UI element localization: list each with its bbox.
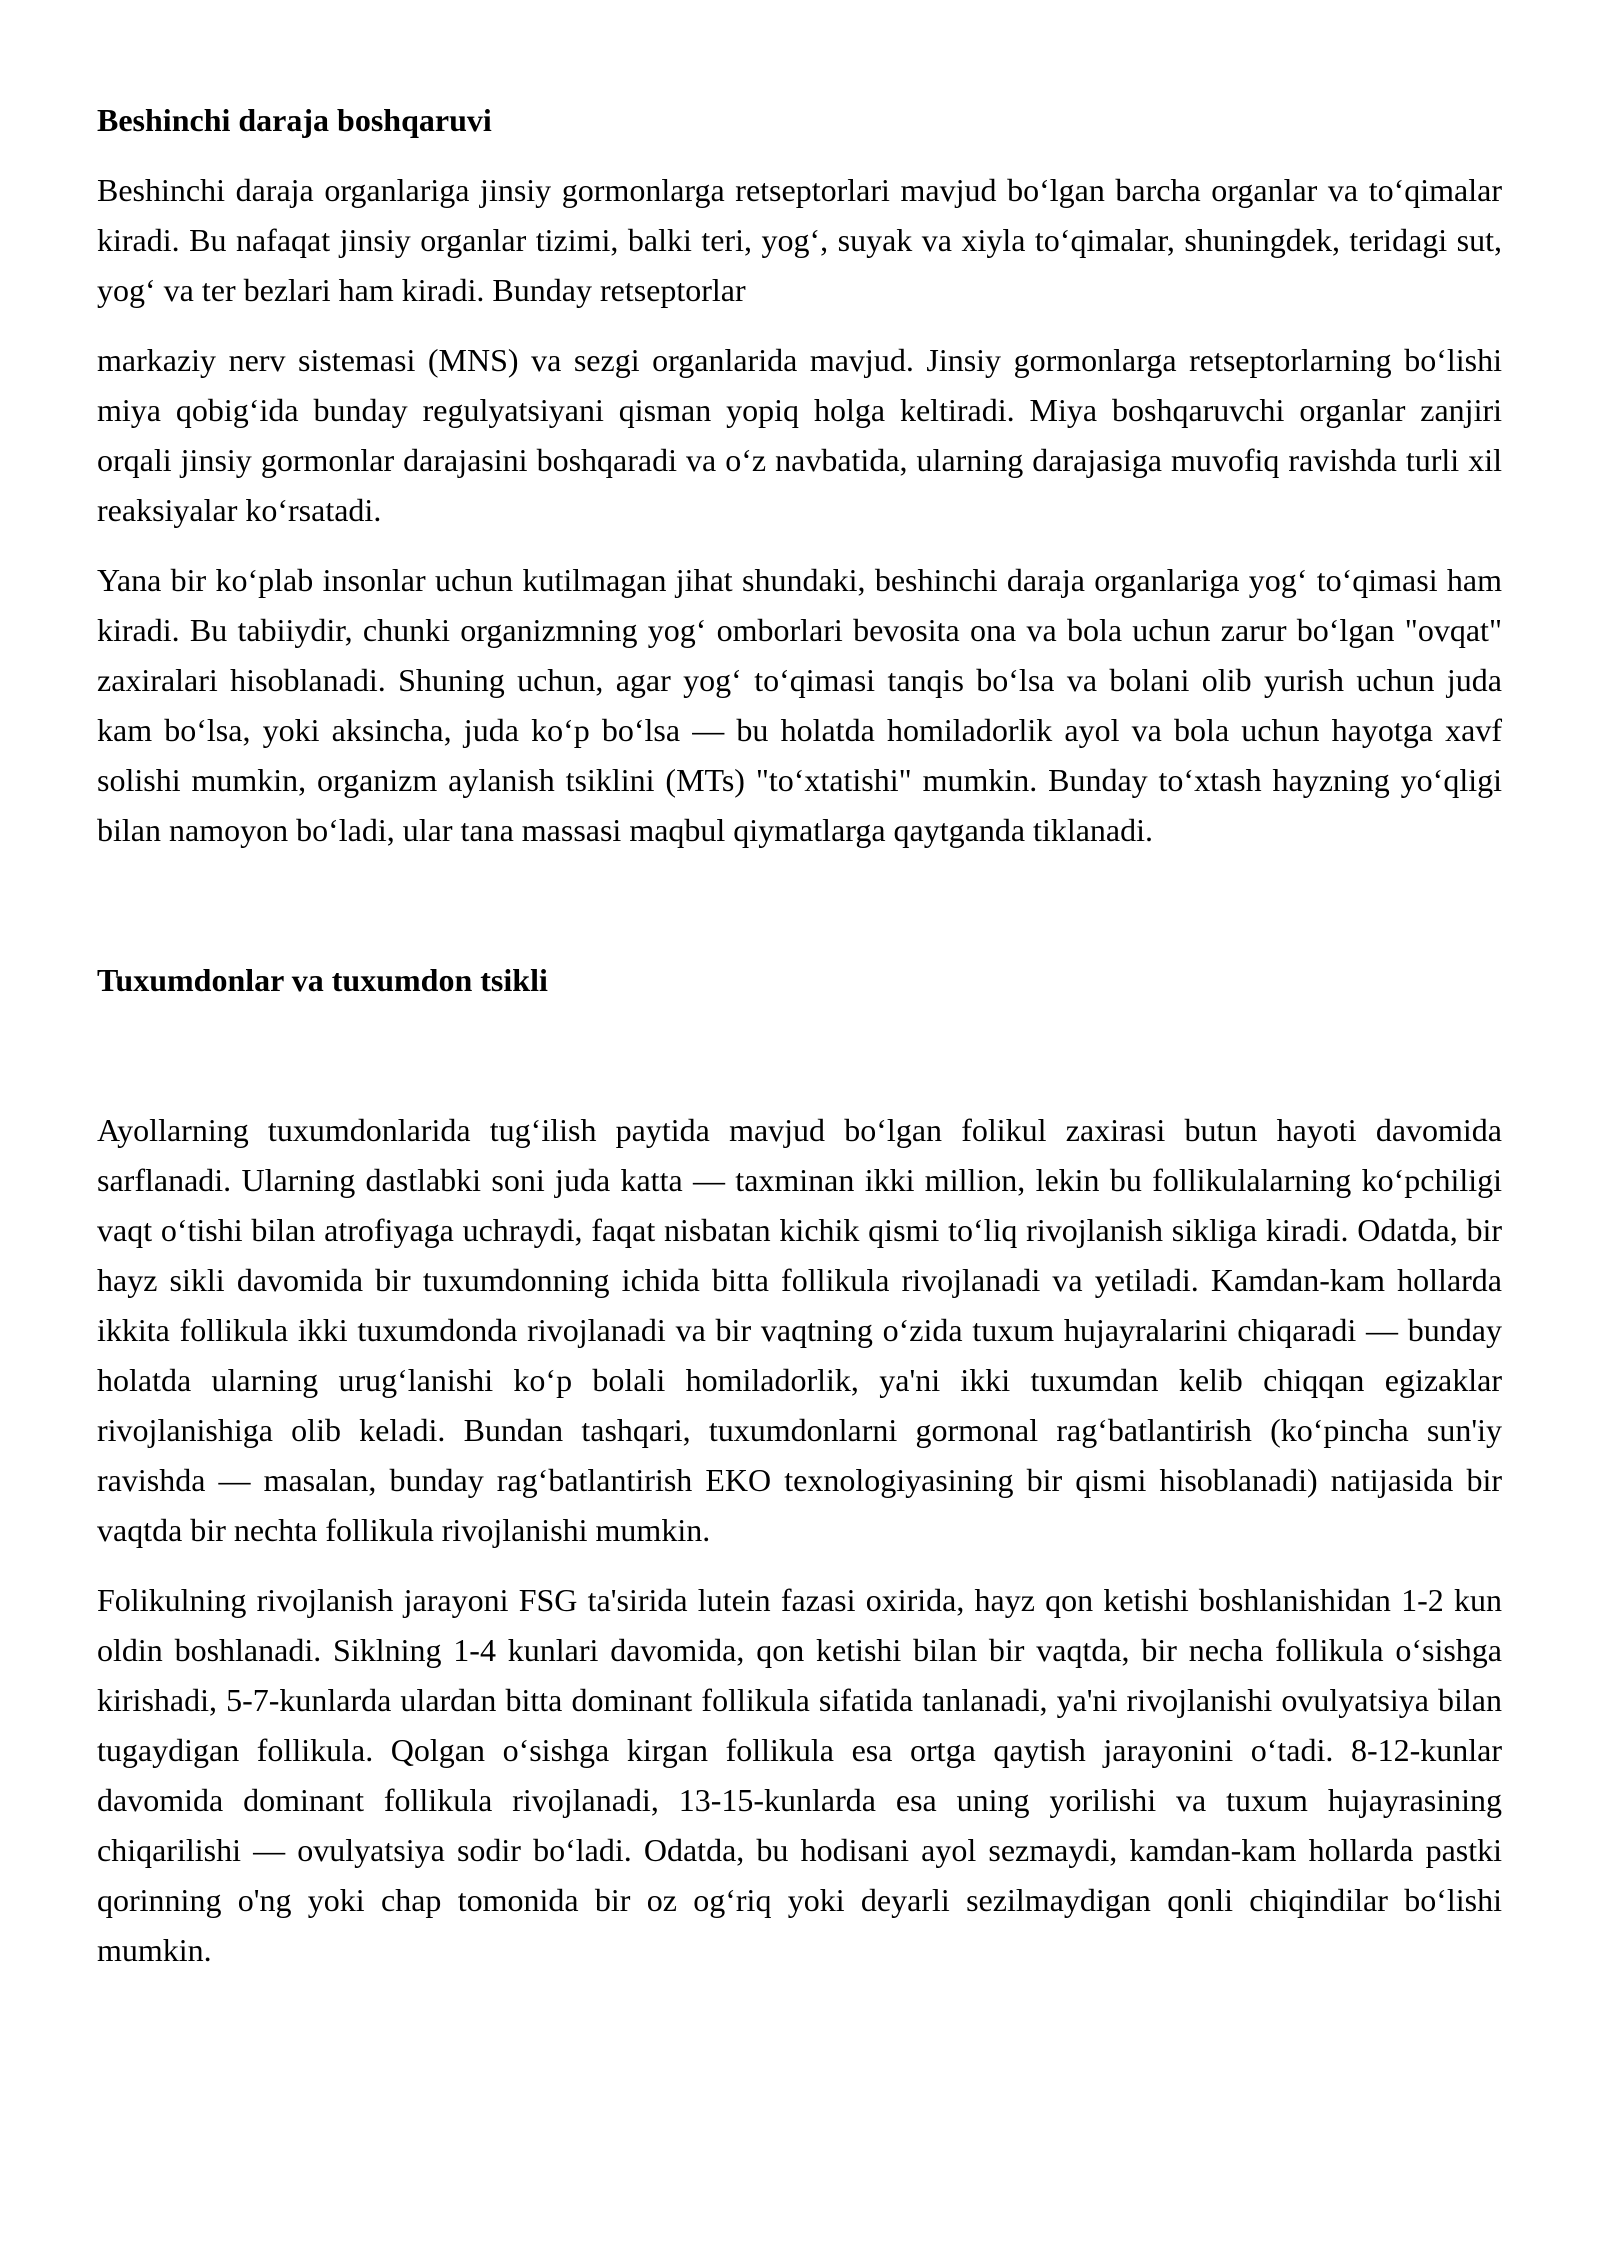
paragraph: markaziy nerv sistemasi (MNS) va sezgi organlarida mavjud. Jinsiy gormonlarga retseptorlarning bo‘lishi miya qobig‘ida bunday regulyatsiyani qisman yopiq holga keltiradi. Miya boshqaruvchi organlar zanjiri orqali jinsiy gormonlar darajasini boshqaradi va o‘z navbatida, ularning darajasiga muvofiq ravishda turli xil reaksiyalar ko‘rsatadi. — [97, 342, 1502, 528]
paragraph: Yana bir ko‘plab insonlar uchun kutilmagan jihat shundaki, beshinchi daraja organlariga yog‘ to‘qimasi ham kiradi. Bu tabiiydir, chunki organizmning yog‘ omborlari bevosita ona va bola uchun zarur bo‘lgan "ovqat" zaxiralari hisoblanadi. Shuning uchun, agar yog‘ to‘qimasi tanqis bo‘lsa va bolani olib yurish uchun juda kam bo‘lsa, yoki aksincha, juda ko‘p bo‘lsa — bu holatda homiladorlik ayol va bola uchun hayotga xavf solishi mumkin, organizm aylanish tsiklini (MTs) "to‘xtatishi" mumkin. Bunday to‘xtash hayzning yo‘qligi bilan namoyon bo‘ladi, ular tana massasi maqbul qiymatlarga qaytganda tiklanadi. — [97, 562, 1502, 848]
paragraph: Folikulning rivojlanish jarayoni FSG ta'sirida lutein fazasi oxirida, hayz qon ketishi boshlanishidan 1-2 kun oldin boshlanadi. Siklning 1-4 kunlari davomida, qon ketishi bilan bir vaqtda, bir necha follikula o‘sishga kirishadi, 5-7-kunlarda ulardan bitta dominant follikula sifatida tanlanadi, ya'ni rivojlanishi ovulyatsiya bilan tugaydigan follikula. Qolgan o‘sishga kirgan follikula esa ortga qaytish jarayonini o‘tadi. 8-12-kunlar davomida dominant follikula rivojlanadi, 13-15-kunlarda esa uning yorilishi va tuxum hujayrasining chiqarilishi — ovulyatsiya sodir bo‘ladi. Odatda, bu hodisani ayol sezmaydi, kamdan-kam hollarda pastki qorinning o'ng yoki chap tomonida bir oz og‘riq yoki deyarli sezilmaydigan qonli chiqindilar bo‘lishi mumkin. — [97, 1582, 1502, 1968]
paragraph: Ayollarning tuxumdonlarida tug‘ilish paytida mavjud bo‘lgan folikul zaxirasi butun hayoti davomida sarflanadi. Ularning dastlabki soni juda katta — taxminan ikki million, lekin bu follikulalarning ko‘pchiligi vaqt o‘tishi bilan atrofiyaga uchraydi, faqat nisbatan kichik qismi to‘liq rivojlanish sikliga kiradi. Odatda, bir hayz sikli davomida bir tuxumdonning ichida bitta follikula rivojlanadi va yetiladi. Kamdan-kam hollarda ikkita follikula ikki tuxumdonda rivojlanadi va bir vaqtning o‘zida tuxum hujayralarini chiqaradi — bunday holatda ularning urug‘lanishi ko‘p bolali homiladorlik, ya'ni ikki tuxumdan kelib chiqqan egizaklar rivojlanishiga olib keladi. Bundan tashqari, tuxumdonlarni gormonal rag‘batlantirish (ko‘pincha sun'iy ravishda — masalan, bunday rag‘batlantirish EKO texnologiyasining bir qismi hisoblanadi) natijasida bir vaqtda bir nechta follikula rivojlanishi mumkin. — [97, 1112, 1502, 1548]
paragraph: Beshinchi daraja organlariga jinsiy gormonlarga retseptorlari mavjud bo‘lgan barcha organlar va to‘qimalar kiradi. Bu nafaqat jinsiy organlar tizimi, balki teri, yog‘, suyak va xiyla to‘qimalar, shuningdek, teridagi sut, yog‘ va ter bezlari ham kiradi. Bunday retseptorlar — [97, 172, 1502, 308]
section-heading-ovaries: Tuxumdonlar va tuxumdon tsikli — [97, 962, 548, 998]
document-page — [97, 95, 1502, 1975]
section-heading-fifth-level: Beshinchi daraja boshqaruvi — [97, 102, 492, 138]
